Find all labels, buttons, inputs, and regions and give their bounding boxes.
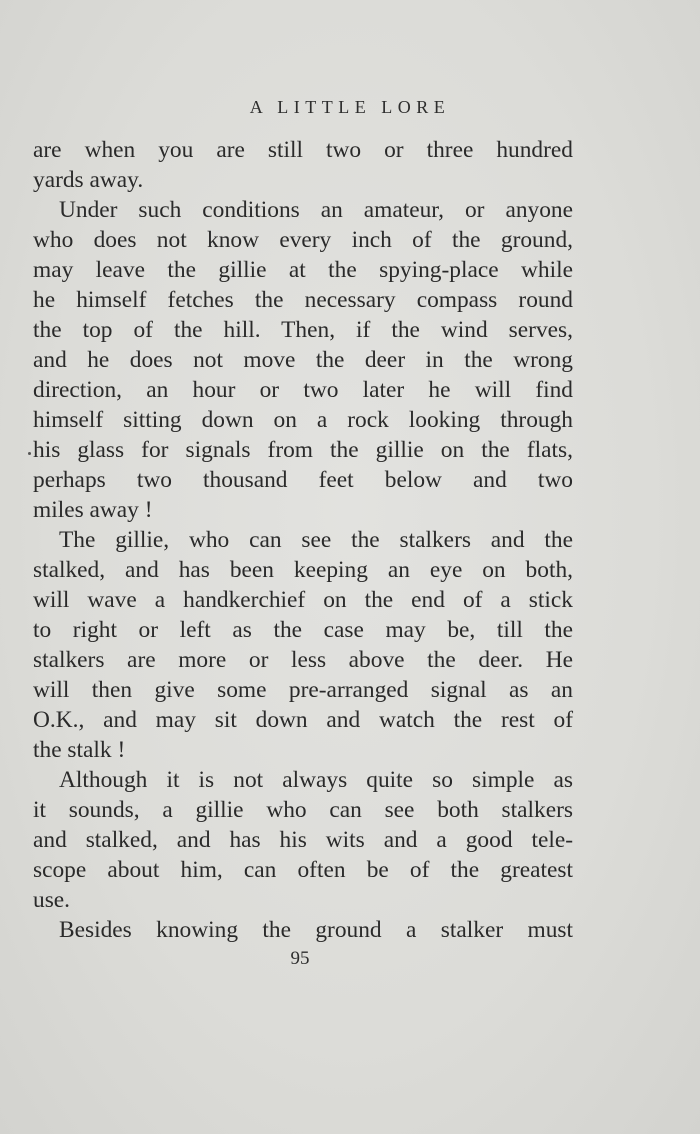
body-text — [33, 135, 573, 945]
text-line: himself sitting down on a rock looking through — [33, 407, 573, 433]
page-number: 95 — [290, 948, 310, 969]
text-line: who does not know every inch of the ground, — [33, 227, 573, 253]
text-line: use. — [33, 887, 71, 913]
text-line: Besides knowing the ground a stalker must — [59, 917, 573, 943]
text-line: will wave a handkerchief on the end of a stick — [33, 587, 573, 613]
text-line: scope about him, can often be of the greatest — [33, 857, 573, 883]
text-line: and stalked, and has his wits and a good tele- — [33, 827, 573, 853]
text-line: his glass for signals from the gillie on the flats, — [33, 437, 573, 463]
text-line: the top of the hill. Then, if the wind serves, — [33, 317, 573, 343]
margin-speck — [28, 452, 31, 455]
text-line: Although it is not always quite so simple as — [59, 767, 573, 793]
text-line: and he does not move the deer in the wrong — [33, 347, 573, 373]
text-line: are when you are still two or three hundred — [33, 137, 573, 163]
text-line: direction, an hour or two later he will find — [33, 377, 573, 403]
text-line: stalkers are more or less above the deer. He — [33, 647, 573, 673]
text-line: it sounds, a gillie who can see both stalkers — [33, 797, 573, 823]
text-line: O.K., and may sit down and watch the rest of — [33, 707, 573, 733]
text-line: to right or left as the case may be, till the — [33, 617, 573, 643]
text-line: perhaps two thousand feet below and two — [33, 467, 573, 493]
text-line: yards away. — [33, 167, 144, 193]
text-line: will then give some pre-arranged signal as an — [33, 677, 573, 703]
text-line: may leave the gillie at the spying-place while — [33, 257, 573, 283]
text-line: stalked, and has been keeping an eye on both, — [33, 557, 573, 583]
text-line: Under such conditions an amateur, or anyone — [59, 197, 573, 223]
text-line: The gillie, who can see the stalkers and the — [59, 527, 573, 553]
running-header: A LITTLE LORE — [249, 97, 451, 117]
text-line: he himself fetches the necessary compass round — [33, 287, 573, 313]
text-line: miles away ! — [33, 497, 153, 523]
text-line: the stalk ! — [33, 737, 126, 763]
